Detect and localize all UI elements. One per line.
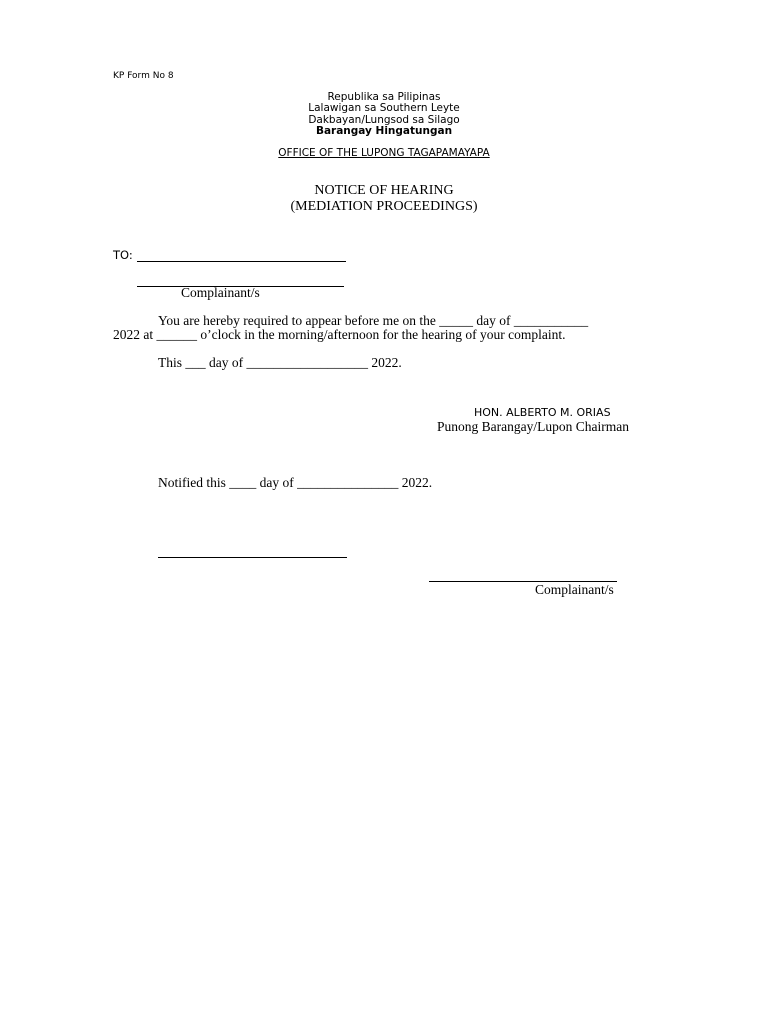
to-line-1: [137, 261, 346, 262]
header-city: Dakbayan/Lungsod sa Silago: [308, 113, 460, 126]
footer-complainant-label: Complainant/s: [535, 582, 614, 597]
notified-line: Notified this ____ day of _______________ 2022.: [158, 475, 433, 490]
body-line-2: 2022 at ______ o’clock in the morning/afternoon for the hearing of your complaint.: [113, 327, 566, 342]
title-line-2: (MEDIATION PROCEEDINGS): [290, 198, 478, 214]
complainant-label: Complainant/s: [181, 285, 260, 300]
to-label: TO:: [113, 248, 133, 262]
signature-line-left: [158, 557, 347, 558]
header-republic: Republika sa Pilipinas: [327, 91, 441, 103]
header-province: Lalawigan sa Southern Leyte: [308, 102, 460, 115]
body-line-1: You are hereby required to appear before me on the _____ day of ___________: [158, 313, 589, 328]
signatory-name: HON. ALBERTO M. ORIAS: [474, 406, 611, 419]
dated-line: This ___ day of __________________ 2022.: [158, 355, 402, 370]
document-header: [0, 92, 768, 137]
header-barangay: Barangay Hingatungan: [315, 124, 453, 137]
document-title: [0, 183, 768, 214]
form-number: KP Form No 8: [113, 71, 174, 81]
office-title: OFFICE OF THE LUPONG TAGAPAMAYAPA: [278, 147, 490, 159]
signatory-title: Punong Barangay/Lupon Chairman: [437, 419, 629, 434]
title-line-1: NOTICE OF HEARING: [314, 183, 454, 198]
